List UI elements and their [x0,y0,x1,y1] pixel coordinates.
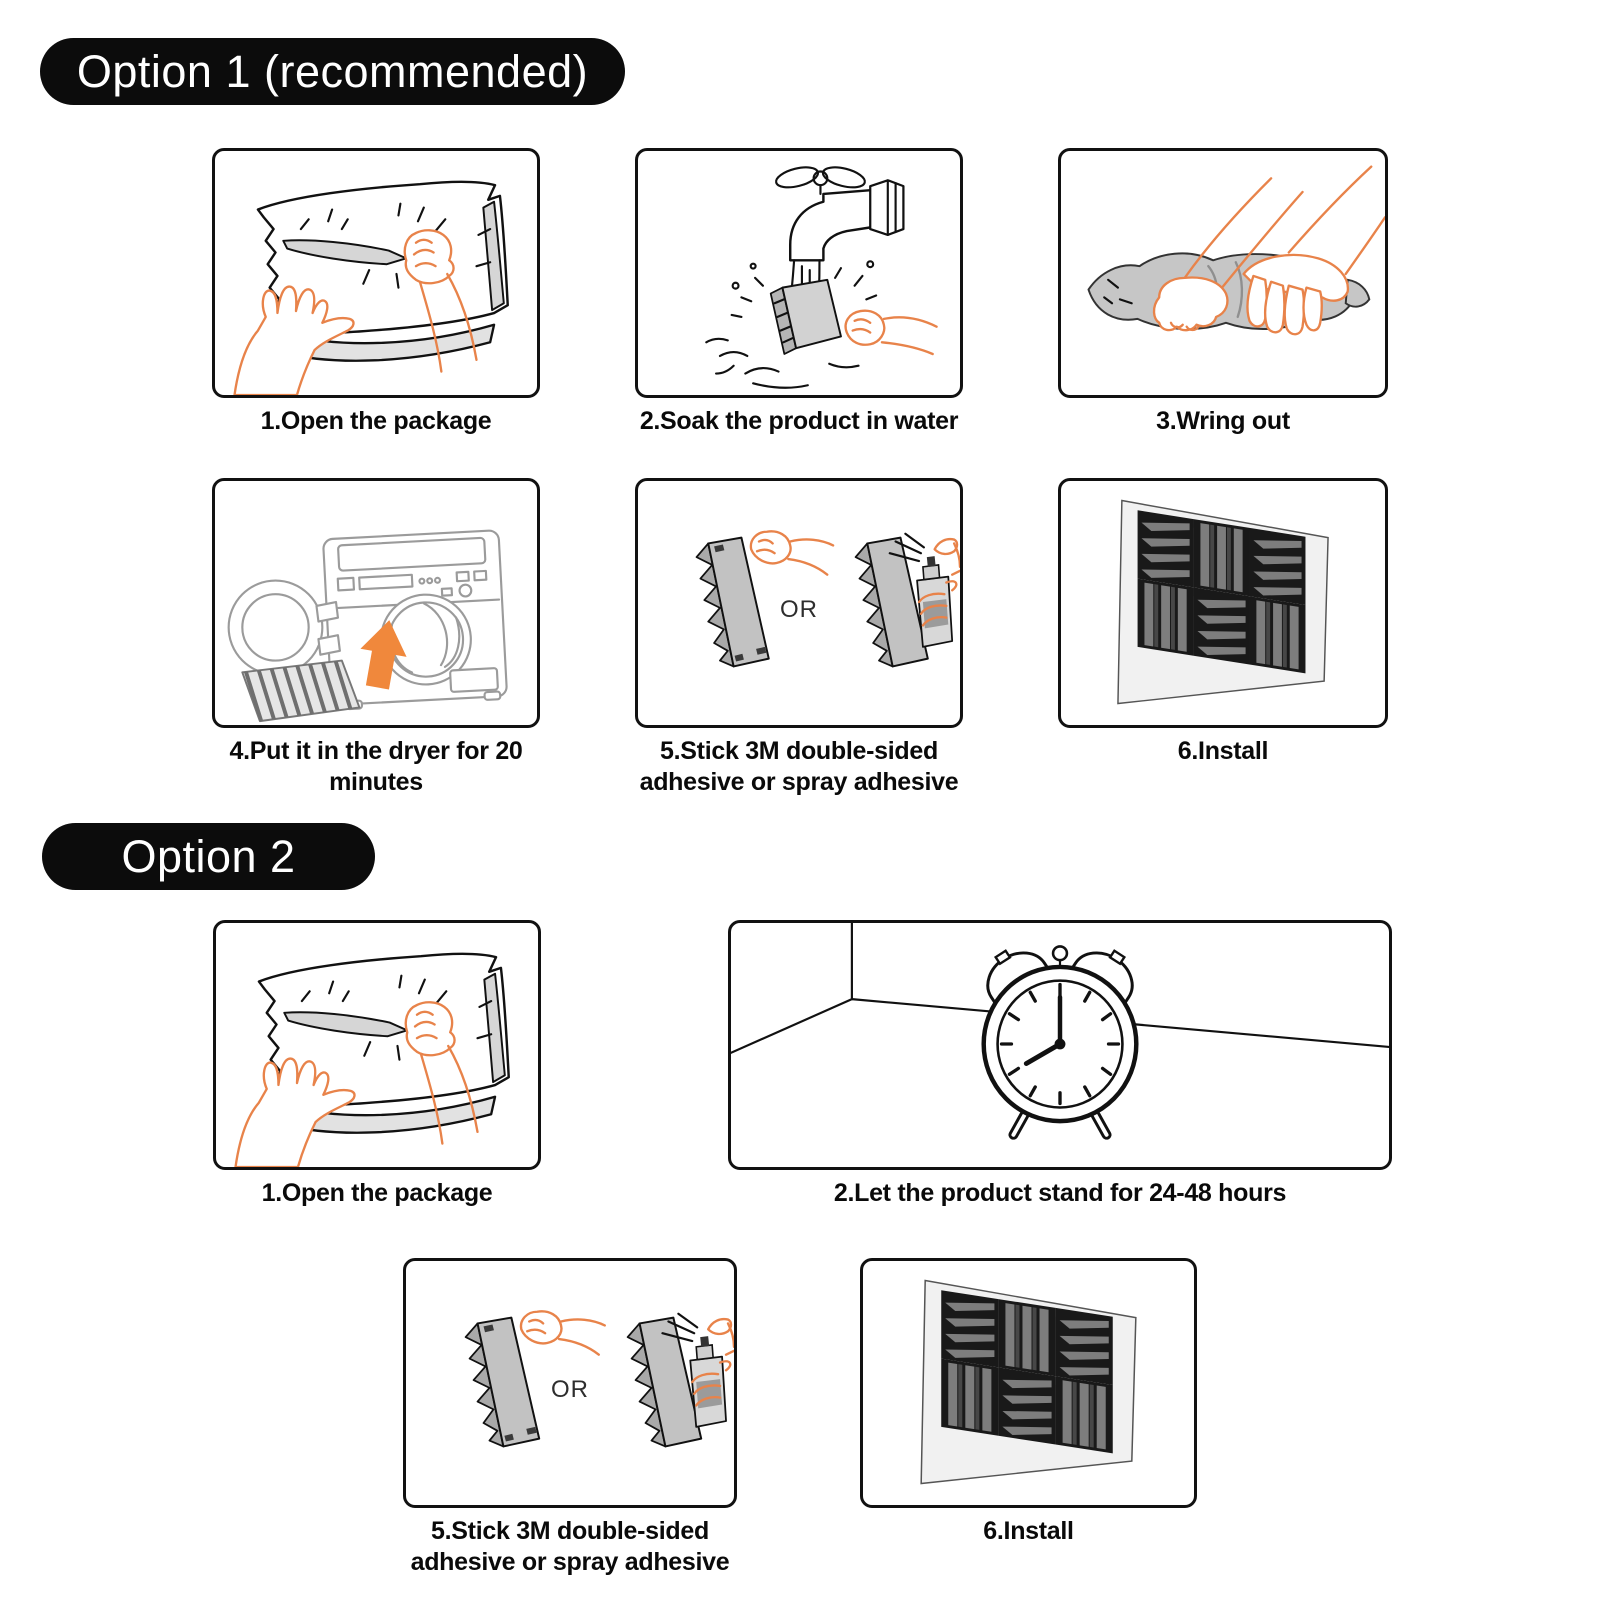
open-package-illustration [215,151,537,395]
step-box-option2-open-package [213,920,541,1170]
option1-label: Option 1 (recommended) [76,45,589,97]
step-box-option2-adhesive [403,1258,737,1508]
or-label: OR [551,1376,589,1404]
step-box-option2-install [860,1258,1197,1508]
step-box-option1-open-package [212,148,540,398]
step-caption-option2-1: 1.Open the package [261,1179,493,1207]
wring-out-illustration [1061,151,1385,395]
step-box-option1-wring [1058,148,1388,398]
step-caption-option1-1: 1.Open the package [260,407,492,435]
step-caption-option2-2: 2.Let the product stand for 24-48 hours [833,1179,1287,1207]
step-box-option1-adhesive [635,478,963,728]
step-box-option2-stand [728,920,1392,1170]
install-panels-illustration [1061,481,1385,725]
option2-label: Option 2 [121,830,296,882]
clock-in-room-illustration [731,923,1389,1167]
step-caption-option1-3: 3.Wring out [1156,407,1290,435]
option2-header-pill [42,823,375,890]
step-box-option1-install [1058,478,1388,728]
soak-in-water-illustration [638,151,960,395]
dryer-illustration [215,481,537,725]
step-caption-option1-2: 2.Soak the product in water [639,407,959,435]
step-caption-option1-4: 4.Put it in the dryer for 20 minutes [229,737,523,796]
step-box-option1-dryer [212,478,540,728]
step-box-option1-soak [635,148,963,398]
open-package-illustration [216,923,538,1167]
step-caption-option2-6: 6.Install [983,1517,1074,1545]
step-caption-option2-5: 5.Stick 3M double-sided adhesive or spray adhesive [410,1517,730,1576]
install-panels-illustration [863,1261,1194,1505]
option1-header-pill [40,38,625,105]
step-caption-option1-5: 5.Stick 3M double-sided adhesive or spray adhesive [639,737,959,796]
step-caption-option1-6: 6.Install [1177,737,1269,765]
or-label: OR [780,596,818,624]
